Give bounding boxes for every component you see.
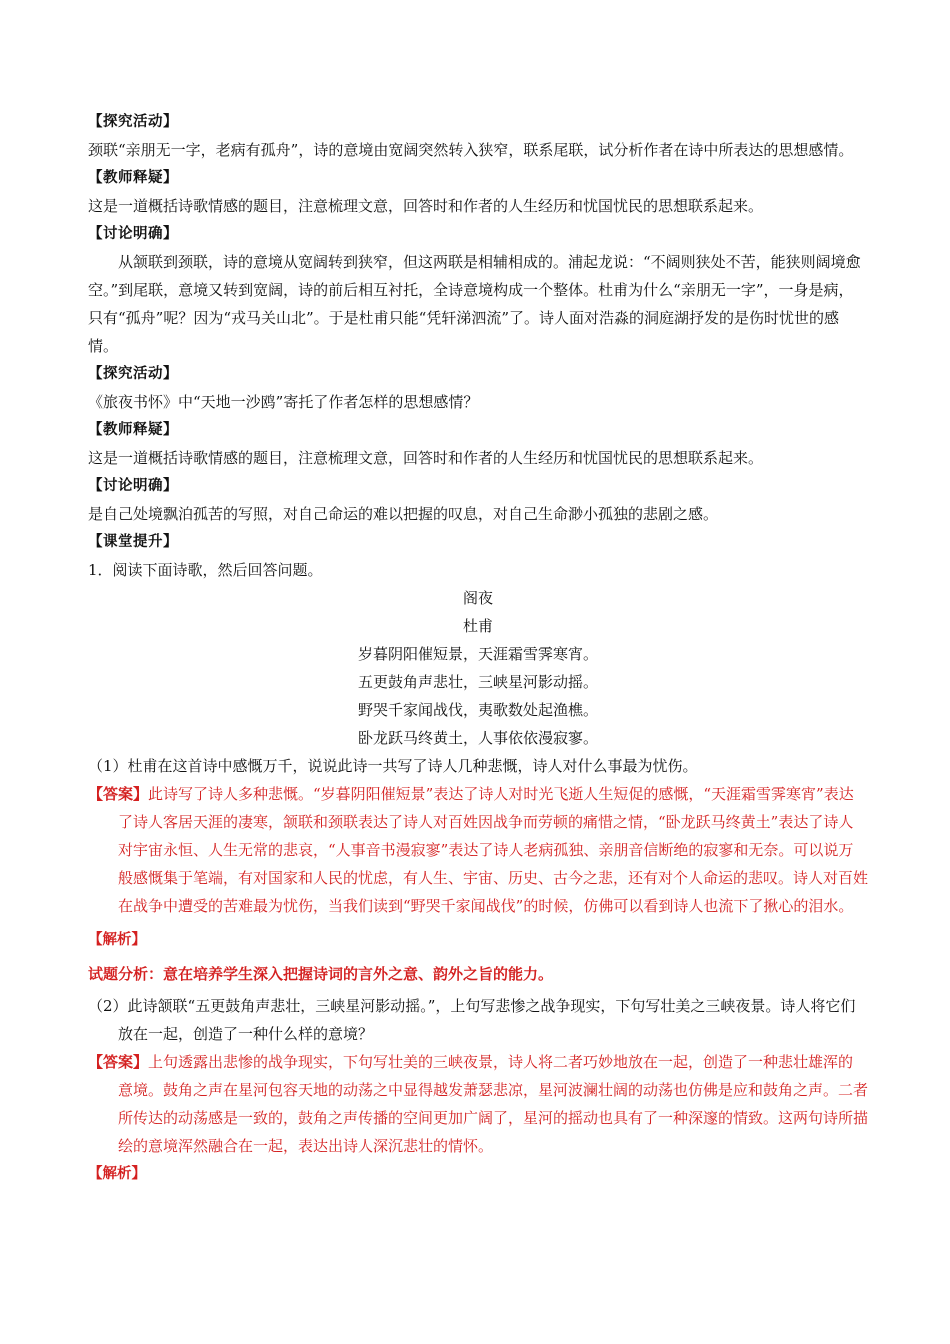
answer-label: 【答案】	[88, 785, 149, 803]
paragraph: 《旅夜书怀》中“天地一沙鸥”寄托了作者怎样的思想感情？	[88, 393, 479, 411]
question-1: （1）杜甫在这首诗中感慨万千，说说此诗一共写了诗人几种悲慨，诗人对什么事最为忧伤。	[88, 757, 698, 775]
answer-label: 【答案】	[88, 1053, 149, 1071]
paragraph: 从颔联到颈联，诗的意境从宽阔转到狭窄，但这两联是相辅相成的。浦起龙说：“不阔则狭处不苦，能狭则阔境愈空。”到尾联，意境又转到宽阔，诗的前后相互衬托，全诗意境构成一个整体。杜甫为什么“亲朋无一字”，一身是病，只有“孤舟”呢？因为“戎马关山北”。于是杜甫只能“凭轩涕泗流”了。诗人面对浩淼的洞庭湖抒发的是伤时忧世的感情。	[88, 253, 861, 355]
paragraph: 这是一道概括诗歌情感的题目，注意梳理文意，回答时和作者的人生经历和忧国忧民的思想联系起来。	[88, 197, 764, 215]
answer-text: 上句透露出悲惨的战争现实，下句写壮美的三峡夜景，诗人将二者巧妙地放在一起，创造了一种悲壮雄浑的意境。鼓角之声在星河包容天地的动荡之中显得越发萧瑟悲凉，星河波澜壮阔的动荡也仿佛是应和鼓角之声。二者所传达的动荡感是一致的，鼓角之声传播的空间更加广阔了，星河的摇动也具有了一种深邃的情致。这两句诗所描绘的意境浑然融合在一起，表达出诗人深沉悲壮的情怀。	[118, 1053, 869, 1155]
document-page	[88, 108, 868, 1188]
analysis-text: 试题分析：意在培养学生深入把握诗词的言外之意、韵外之旨的能力。	[88, 965, 554, 983]
poem-line: 野哭千家闻战伐，夷歌数处起渔樵。	[357, 701, 598, 719]
poem-line: 五更鼓角声悲壮，三峡星河影动摇。	[357, 673, 598, 691]
section-heading: 【教师释疑】	[88, 170, 178, 186]
poem-author: 杜甫	[462, 617, 493, 635]
section-heading: 【讨论明确】	[88, 226, 178, 242]
answer-1	[88, 780, 868, 920]
paragraph: 是自己处境飘泊孤苦的写照，对自己命运的难以把握的叹息，对自己生命渺小孤独的悲剧之感。	[88, 505, 719, 523]
paragraph: 这是一道概括诗歌情感的题目，注意梳理文意，回答时和作者的人生经历和忧国忧民的思想联系起来。	[88, 449, 764, 467]
analysis-label: 【解析】	[88, 932, 146, 948]
section-heading: 【探究活动】	[88, 366, 178, 382]
section-heading: 【教师释疑】	[88, 422, 178, 438]
poem-title: 阁夜	[462, 589, 493, 607]
answer-text: 此诗写了诗人多种悲慨。“岁暮阴阳催短景”表达了诗人对时光飞逝人生短促的感慨，“天涯霜雪霁寒宵”表达了诗人客居天涯的凄寒，颔联和颈联表达了诗人对百姓因战争而劳顿的痛惜之情，“卧龙跃马终黄土”表达了诗人对宇宙永恒、人生无常的悲哀，“人事音书漫寂寥”表达了诗人老病孤独、亲朋音信断绝的寂寥和无奈。可以说万般感慨集于笔端，有对国家和人民的忧虑，有人生、宇宙、历史、古今之悲，还有对个人命运的悲叹。诗人对百姓在战争中遭受的苦难最为忧伤，当我们读到“野哭千家闻战伐”的时候，仿佛可以看到诗人也流下了揪心的泪水。	[118, 785, 869, 915]
section-heading: 【课堂提升】	[88, 534, 178, 550]
question-2: （2）此诗颔联“五更鼓角声悲壮，三峡星河影动摇。”，上句写悲惨之战争现实，下句写壮美之三峡夜景。诗人将它们放在一起，创造了一种什么样的意境？	[88, 997, 856, 1043]
analysis-label: 【解析】	[88, 1166, 146, 1182]
section-heading: 【探究活动】	[88, 114, 178, 130]
answer-2	[88, 1048, 868, 1160]
poem-line: 岁暮阴阳催短景，天涯霜雪霁寒宵。	[357, 645, 598, 663]
poem-line: 卧龙跃马终黄土，人事依依漫寂寥。	[357, 729, 598, 747]
question-intro: 1．阅读下面诗歌，然后回答问题。	[88, 561, 323, 579]
section-heading: 【讨论明确】	[88, 478, 178, 494]
paragraph: 颈联“亲朋无一字，老病有孤舟”，诗的意境由宽阔突然转入狭窄，联系尾联，试分析作者在诗中所表达的思想感情。	[88, 141, 854, 159]
poem	[88, 584, 868, 752]
